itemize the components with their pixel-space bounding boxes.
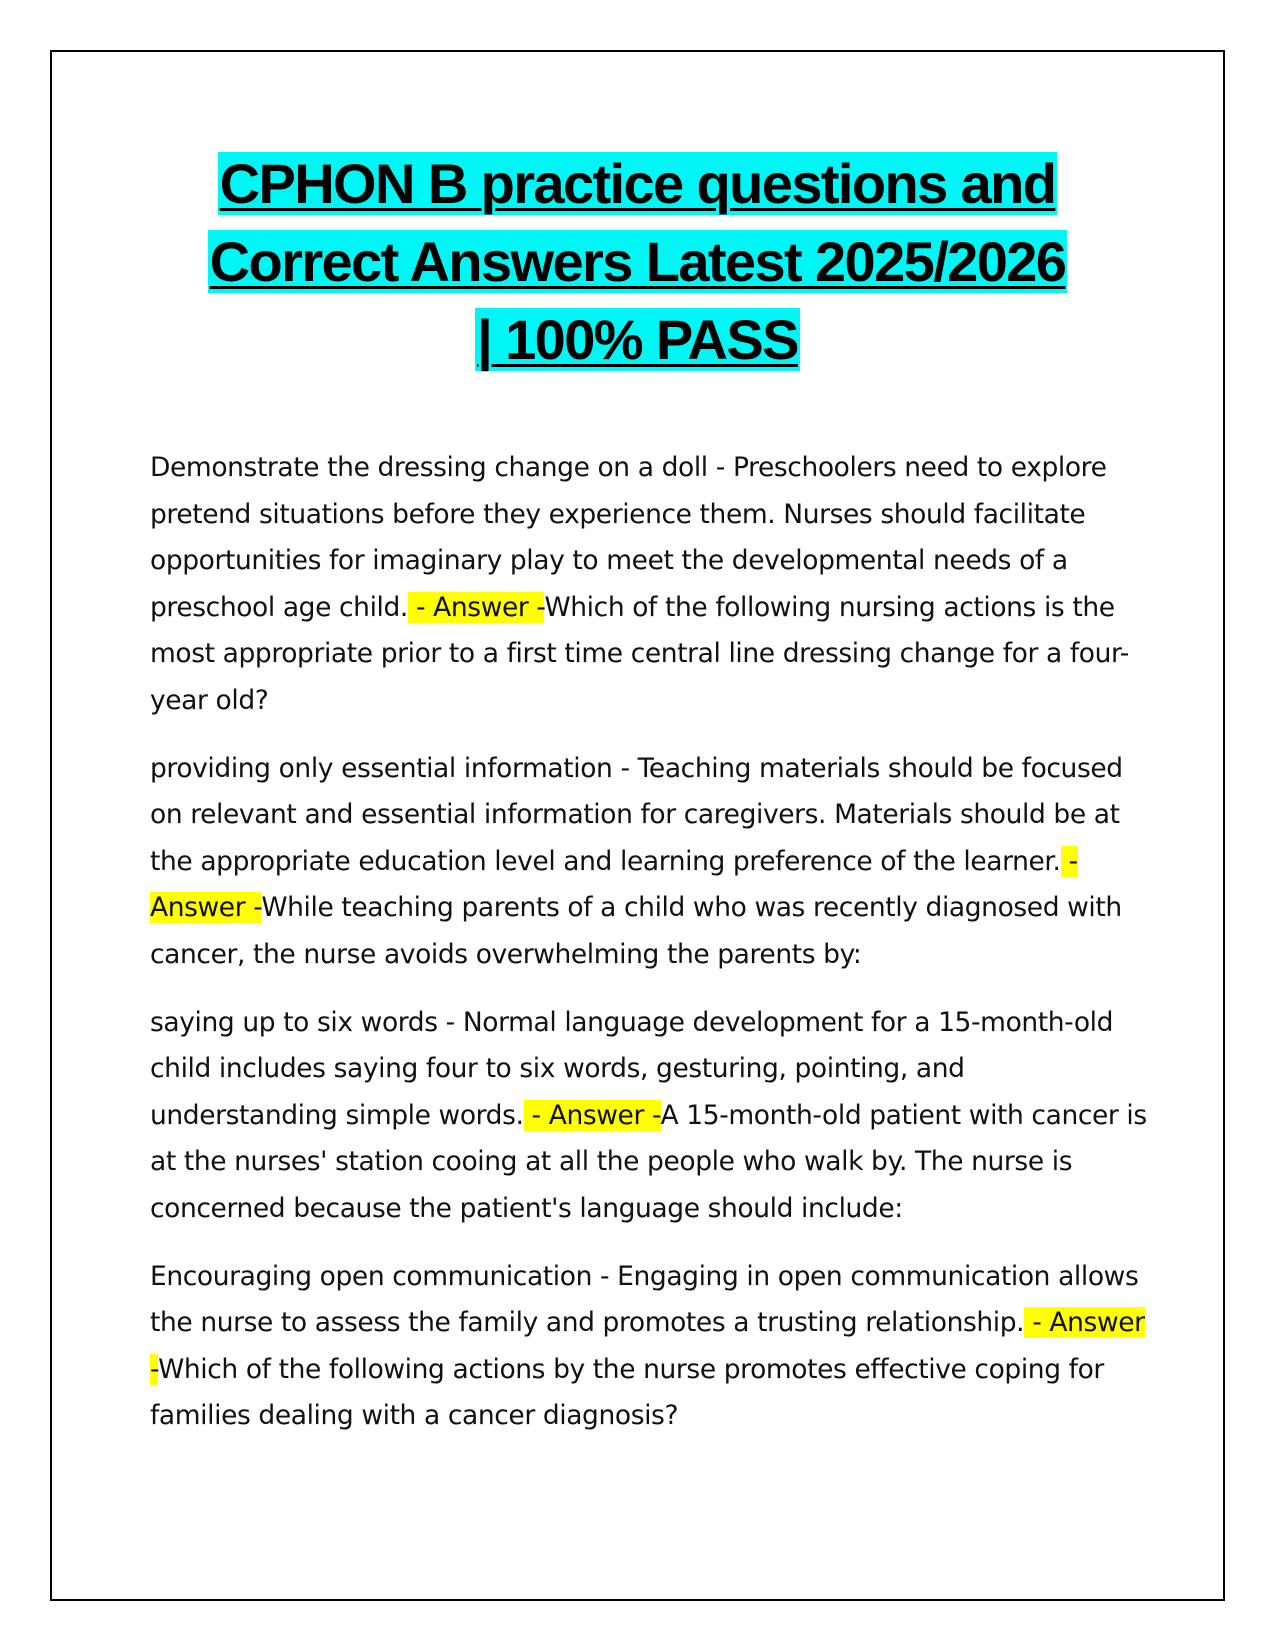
answer-text: saying up to six words - Normal language development for a 15-month-old child includes saying four to six words, gesturing, pointing, and understanding simple words.: [150, 1006, 1114, 1131]
question-text: While teaching parents of a child who was recently diagnosed with cancer, the nurse avoids overwhelming the parents by:: [150, 892, 1122, 970]
qa-item: [150, 746, 1160, 979]
answer-marker: - Answer -: [150, 845, 1078, 924]
qa-item: [150, 1000, 1160, 1233]
answer-text: Encouraging open communication - Engaging in open communication allows the nurse to assess the family and promotes a trusting relationship.: [150, 1260, 1139, 1339]
answer-marker: - Answer -: [150, 1307, 1145, 1385]
qa-list: [150, 445, 1160, 1461]
question-text: Which of the following nursing actions is the most appropriate prior to a first time central line dressing change for a four-year old?: [150, 591, 1129, 716]
qa-item: [150, 445, 1160, 725]
answer-text: providing only essential information - Teaching materials should be focused on relevant and essential information for caregivers. Materials should be at the appropriate education level and learning preference of the learner.: [150, 752, 1123, 877]
question-text: Which of the following actions by the nurse promotes effective coping for families dealing with a cancer diagnosis?: [150, 1353, 1104, 1432]
answer-text: Demonstrate the dressing change on a doll - Preschoolers need to explore pretend situations before they experience them. Nurses should facilitate opportunities for imaginary play to meet the developmental needs of a preschool age child.: [150, 452, 1107, 623]
answer-marker: - Answer -: [523, 1099, 661, 1131]
title-line: CPHON B practice questions and: [219, 152, 1056, 215]
title-line: Correct Answers Latest 2025/2026: [209, 230, 1066, 293]
question-text: A 15-month-old patient with cancer is at the nurses' station cooing at all the people who walk by. The nurse is concerned because the patient's language should include:: [150, 1099, 1147, 1224]
qa-item: [150, 1254, 1160, 1440]
document-title: [140, 145, 1135, 379]
title-line: | 100% PASS: [477, 308, 798, 371]
answer-marker: - Answer -: [407, 591, 545, 623]
